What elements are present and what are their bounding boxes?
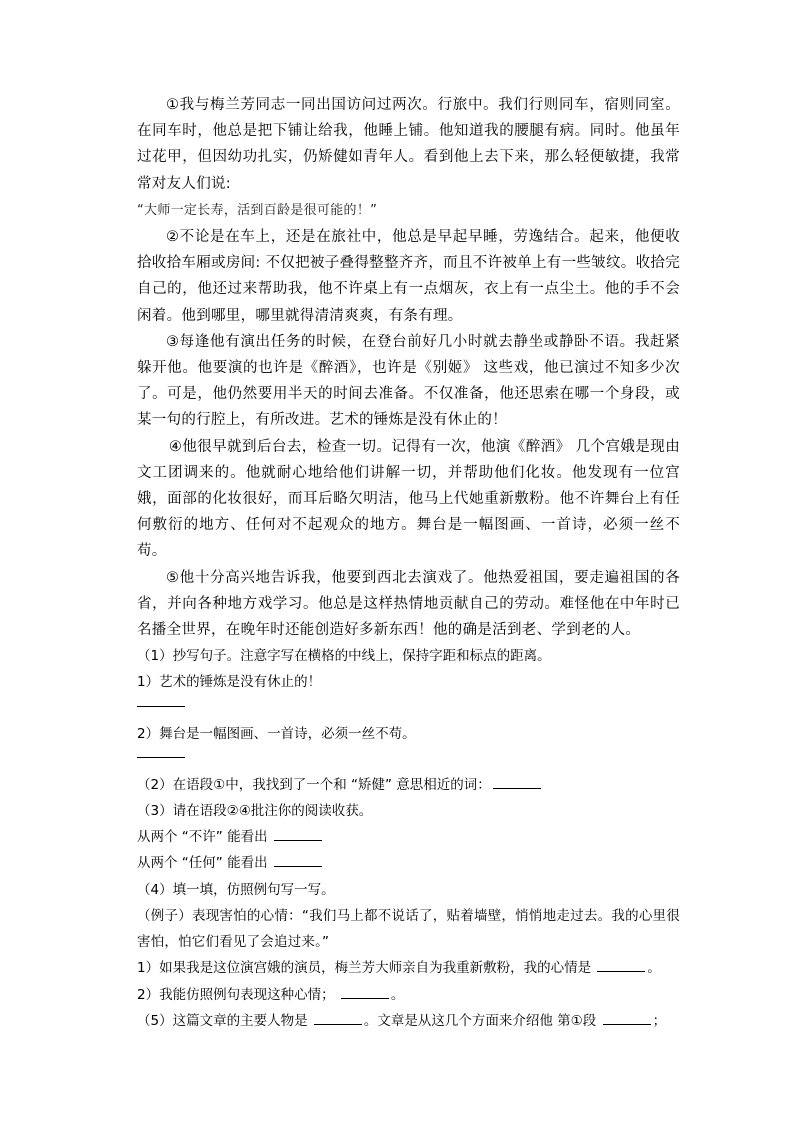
answer-blank-1-1[interactable]: [137, 696, 185, 707]
paragraph-1-quote: “大师一定长寿，活到百龄是很可能的！”: [137, 202, 378, 218]
question-1-title: （1）抄写句子。注意字写在横格的中线上，保持字距和标点的距离。: [137, 648, 551, 665]
question-3-item-1: [137, 824, 680, 850]
question-1-item-2: 2）舞台是一幅图画、一首诗，必须一丝不苟。: [137, 725, 416, 742]
question-5-text-a: （5）这篇文章的主要人物是: [137, 1012, 308, 1029]
question-5-end: ；: [652, 1012, 667, 1029]
paragraph-1: [137, 92, 680, 224]
paragraph-3: ③每逢他有演出任务的时候，在登台前好几小时就去静坐或静卧不语。我赶紧躲开他。他要演的也许是《醉酒》，也许是《别姬》 这些戏，他已演过不知多少次了。可是，他仍然要用半天的时间去准备。不仅准备，他还思索在哪一个身段，或某一句的行腔上，有所改进。艺术的锤炼是没有休止的！: [137, 333, 680, 429]
question-3-title: （3）请在语段②④批注你的阅读收获。: [137, 803, 373, 820]
document-content: [137, 92, 680, 1034]
question-4-item-1: [137, 955, 680, 981]
answer-blank-3-2[interactable]: [274, 852, 322, 867]
answer-blank-3-1[interactable]: [274, 826, 322, 841]
paragraph-1-text: ①我与梅兰芳同志一同出国访问过两次。行旅中。我们行则同车，宿则同室。在同车时，他总是把下铺让给我，他睡上铺。他知道我的腰腿有病。同时。他虽年过花甲，但因幼功扎实，仍矫健如青年人。看到他上去下来，那么轻便敏捷，我常常对友人们说:: [137, 97, 680, 192]
question-3-item-2-text: 从两个 “任何” 能看出: [137, 855, 268, 872]
question-4-item-2-end: 。: [390, 986, 405, 1003]
question-4-item-2-text: 2）我能仿照例句表现这种心情；: [137, 986, 335, 1003]
paragraph-4: ④他很早就到后台去，检查一切。记得有一次，他演《醉酒》 几个宫娥是现由文工团调来的。他就耐心地给他们讲解一切，并帮助他们化妆。他发现有一位宫娥，面部的化妆很好，而耳后略欠明洁，他马上代她重新敷粉。他不许舞台上有任何敷衍的地方、任何对不起观众的地方。舞台是一幅图画、一首诗，必须一丝不苟。: [137, 438, 680, 560]
answer-blank-1-2[interactable]: [137, 747, 185, 758]
question-2: [137, 772, 680, 798]
question-2-text: （2）在语段①中，我找到了一个和 “矫健” 意思相近的词：: [137, 776, 491, 793]
question-3-item-2: [137, 850, 680, 876]
question-4-item-1-text: 1）如果我是这位演宫娥的演员，梅兰芳大师亲自为我重新敷粉，我的心情是: [137, 960, 592, 977]
question-4-example: （例子）表现害怕的心情：“我们马上都不说话了，贴着墙壁，悄悄地走过去。我的心里很害怕，怕它们看见了会追过来。”: [137, 907, 680, 951]
question-5-text-b: 。文章是从这几个方面来介绍他 第①段: [363, 1012, 597, 1029]
paragraph-2: ②不论是在车上，还是在旅社中，他总是早起早睡，劳逸结合。起来，他便收拾收拾车厢或房间: 不仅把被子叠得整整齐齐，而且不许被单上有一些皱纹。收拾完自己的，他还过来帮助我，他不许桌上有一点烟灰，衣上有一点尘土。他的手不会闲着。他到哪里，哪里就得清清爽爽，有条有理。: [137, 229, 680, 324]
question-4-item-1-end: 。: [647, 960, 661, 977]
answer-blank-4-1[interactable]: [597, 957, 645, 972]
question-3-item-1-text: 从两个 “不许” 能看出: [137, 829, 268, 846]
question-1-item-1: 1）艺术的锤炼是没有休止的！: [137, 674, 322, 691]
answer-blank-2[interactable]: [493, 774, 541, 789]
question-5: [137, 1008, 680, 1034]
answer-blank-5-2[interactable]: [603, 1010, 651, 1025]
paragraph-5: ⑤他十分高兴地告诉我，他要到西北去演戏了。他热爱祖国，要走遍祖国的各省，并向各种地方戏学习。他总是这样热情地贡献自己的劳动。难怪他在中年时已名播全世界，在晚年时还能创造好多新东西！他的确是活到老、学到老的人。: [137, 569, 680, 639]
answer-blank-4-2[interactable]: [341, 984, 389, 999]
question-4-title: （4）填一填，仿照例句写一写。: [137, 881, 335, 898]
answer-blank-5-1[interactable]: [314, 1010, 362, 1025]
question-4-item-2: [137, 982, 680, 1008]
